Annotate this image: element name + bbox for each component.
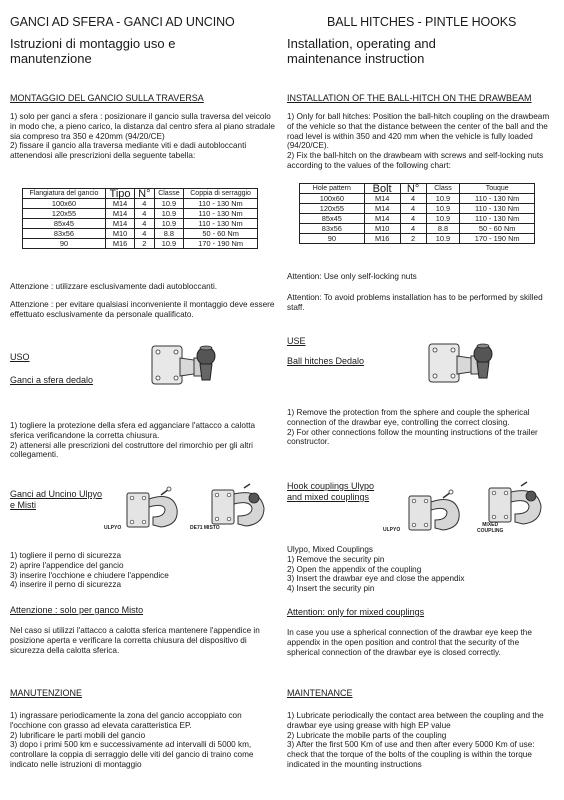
table-row: 83x56 M10 4 8.8 50 - 60 Nm [300, 224, 535, 234]
ulpyo-caption: ULPYO [383, 527, 401, 533]
torque-table-en [299, 183, 535, 244]
table-row: 85x45 M14 4 10.9 110 - 130 Nm [23, 219, 258, 229]
table-row: 100x60 M14 4 10.9 110 - 130 Nm [23, 199, 258, 209]
table-header-row: Hole pattern Bolt N° Class Touque [300, 184, 535, 194]
table-row: 90 M16 2 10.9 170 - 190 Nm [300, 234, 535, 244]
maintenance-text-it: 1) ingrassare periodicamente la zona del gancio accoppiato con l'occhione con grasso ad elevata caratteristica EP. 2) lubrificare le parti mobili del gancio 3) dopo i primi 500 km e successivamente ad intervalli di 5000 km, controllare la coppia di serraggio delle viti del gancio di traino come indicato nelle istruzioni di montaggio [10, 711, 254, 769]
hook-heading-it: Ganci ad Uncino Ulpyo e Misti [10, 489, 103, 510]
page-title-it: GANCI AD SFERA - GANCI AD UNCINO [10, 15, 235, 29]
maintenance-heading-it: MANUTENZIONE [10, 688, 82, 698]
attention-nuts-it: Attenzione : utilizzare esclusivamente dadi autobloccanti. [10, 282, 218, 291]
mixed-text-en: In case you use a spherical connection of the drawbar eye keep the appendix in the open position and control that the security of the spherical connection of the drawbar eye is closed correctly. [287, 628, 532, 657]
ulpyo-hook-illustration [125, 485, 185, 533]
maintenance-heading-en: MAINTENANCE [287, 688, 353, 698]
table-row: 120x55 M14 4 10.9 110 - 130 Nm [300, 204, 535, 214]
mounting-text-it: 1) solo per ganci a sfera : posizionare il gancio sulla traversa del veicolo in modo che, a pieno carico, la distanza dal centro sfera al piano stradale sia compreso tra 350 e 420mm (94/20/CE) 2) fissare il gancio alla traversa mediante viti e dadi autobloccanti attenendosi alle prescrizioni della seguente tabella: [10, 112, 275, 161]
steps-list-en: Ulypo, Mixed Couplings 1) Remove the security pin 2) Open the appendix of the coupling 3) Insert the drawbar eye and close the appendix 4) Insert the security pin [287, 545, 465, 594]
torque-table-it [22, 188, 258, 249]
use-heading-en: USE [287, 336, 306, 346]
page-title-en: BALL HITCHES - PINTLE HOOKS [327, 15, 517, 29]
misto-text-it: Nel caso si utilizzi l'attacco a calotta sferica mantenere l'appendice in posizione aperta e verificare la corretta chiusura del dispositivo di sicurezza della calotta sferica. [10, 626, 260, 655]
ulpyo-hook-illustration [407, 488, 467, 536]
mounting-text-en: 1) Only for ball hitches: Position the ball-hitch coupling on the drawbeam of the vehicle so that the distance between the center of the ball and the road level is within 350 and 420 mm when the vehicle is fully loaded (94/20/CE). 2) Fix the ball-hitch on the drawbeam with screws and self-locking nuts according to the values of the following chart: [287, 112, 550, 170]
steps-list-it: 1) togliere il perno di sicurezza 2) aprire l'appendice del gancio 3) inserire l'occhione e chiudere l'appendice 4) inserire il perno di sicurezza [10, 551, 169, 590]
subtitle-it: Istruzioni di montaggio uso e manutenzione [10, 36, 176, 66]
table-row: 83x56 M10 4 8.8 50 - 60 Nm [23, 229, 258, 239]
use-text-en: 1) Remove the protection from the sphere and couple the spherical connection of the drawbar eye, controlling the correct closing. 2) For other connections follow the mounting instructions of the trailer constructor. [287, 408, 538, 447]
attention-staff-en: Attention: To avoid problems installation has to be performed by skilled staff. [287, 293, 543, 312]
mounting-heading-en: INSTALLATION OF THE BALL-HITCH ON THE DRAWBEAM [287, 93, 532, 103]
mounting-heading-it: MONTAGGIO DEL GANCIO SULLA TRAVERSA [10, 93, 204, 103]
ball-hitch-heading-en: Ball hitches Dedalo [287, 356, 365, 366]
table-row: 90 M16 2 10.9 170 - 190 Nm [23, 239, 258, 249]
table-row: 120x55 M14 4 10.9 110 - 130 Nm [23, 209, 258, 219]
mixed-coupling-caption: MIXED COUPLING [477, 522, 504, 534]
misto-hook-illustration [210, 482, 270, 530]
table-row: 85x45 M14 4 10.9 110 - 130 Nm [300, 214, 535, 224]
ball-hitch-illustration [427, 338, 497, 388]
ball-hitch-illustration [150, 340, 220, 390]
attention-staff-it: Attenzione : per evitare qualsiasi inconveniente il montaggio deve essere effettuato esclusivamente da personale qualificato. [10, 300, 275, 319]
use-text-it: 1) togliere la protezione della sfera ed agganciare l'attacco a calotta sferica verificandone la corretta chiusura. 2) attenersi alle prescrizioni del costruttore del rimorchio per gli altri collegamenti. [10, 421, 256, 460]
misto-heading-it: Attenzione : solo per ganco Misto [10, 605, 144, 615]
maintenance-text-en: 1) Lubricate periodically the contact area between the coupling and the drawbar eye using grease with high EP value 2) Lubricate the mobile parts of the coupling 3) After the first 500 Km of use and then after every 5000 Km of use: check that the torque of the bolts of the coupling is within the torque indicated in the mounting instructions [287, 711, 544, 769]
subtitle-en: Installation, operating and maintenance instruction [287, 36, 436, 66]
mixed-hook-illustration [487, 480, 547, 528]
ball-hitch-heading-it: Ganci a sfera dedalo [10, 375, 94, 385]
table-header-row: Flangiatura del gancio Tipo N° Classe Coppia di serraggio [23, 189, 258, 199]
hook-heading-en: Hook couplings Ulypo and mixed couplings [287, 481, 375, 502]
ulpyo-caption: ULPYO [104, 525, 122, 531]
attention-nuts-en: Attention: Use only self-locking nuts [287, 272, 417, 281]
table-row: 100x60 M14 4 10.9 110 - 130 Nm [300, 194, 535, 204]
use-heading-it: USO [10, 352, 30, 362]
mixed-heading-en: Attention: only for mixed couplings [287, 607, 425, 617]
misto-caption: DE71 MISTO [190, 525, 220, 531]
